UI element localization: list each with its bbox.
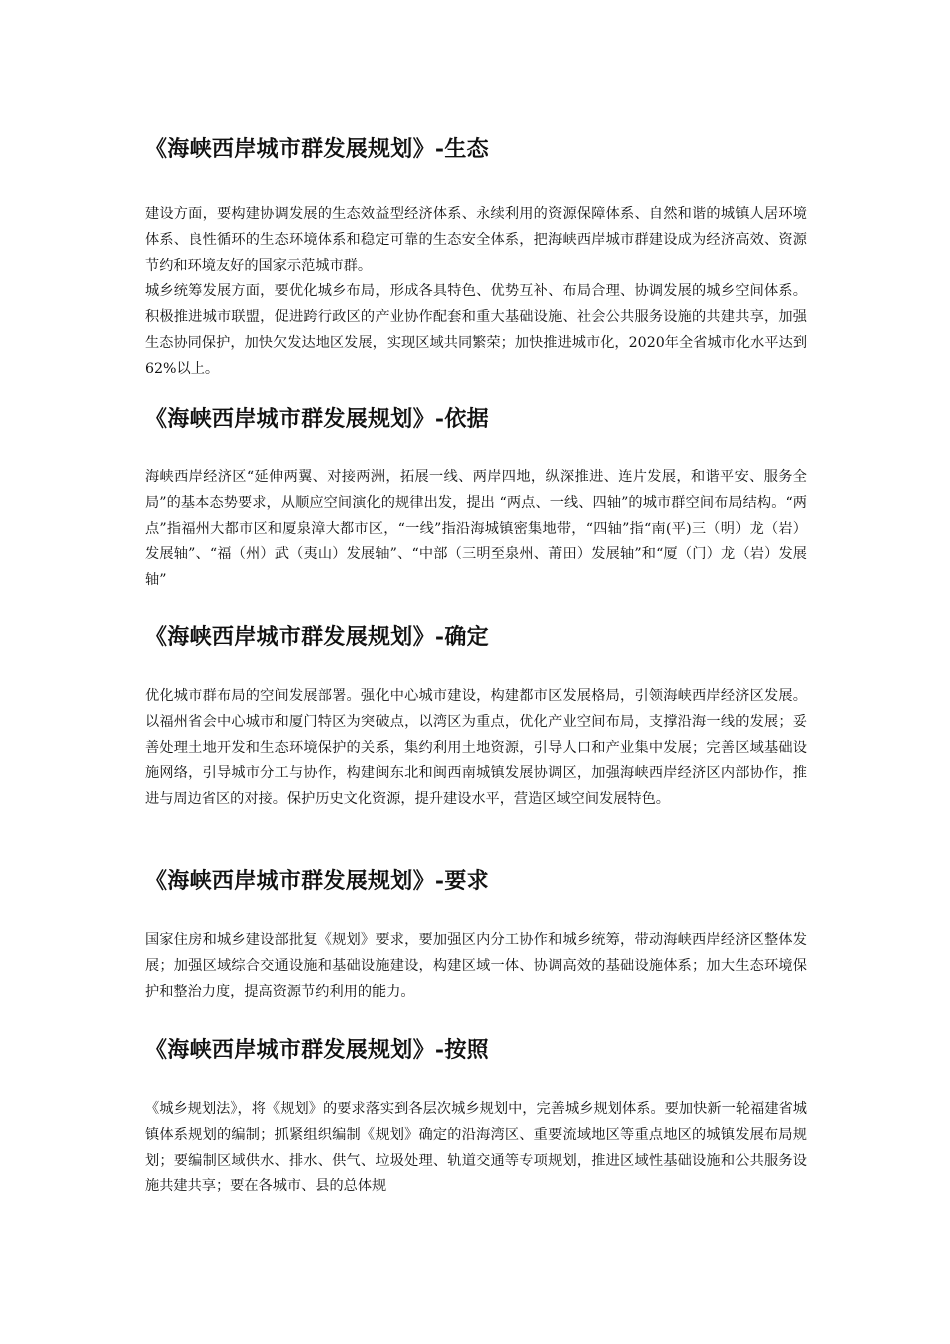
section-ecology xyxy=(145,134,807,383)
section-heading: 《海峡西岸城市群发展规划》-要求 xyxy=(145,868,489,894)
section-paragraph: 城乡统筹发展方面，要优化城乡布局，形成各具特色、优势互补、布局合理、协调发展的城乡空间体系。积极推进城市联盟，促进跨行政区的产业协作配套和重大基础设施、社会公共服务设施的共建共享，加强生态协同保护，加快欠发达地区发展，实现区域共同繁荣；加快推进城市化，2020年全省城市化水平达到62%以上。 xyxy=(145,283,808,377)
section-requirements xyxy=(145,866,807,1005)
section-determine xyxy=(145,622,807,813)
section-paragraph: 《城乡规划法》，将《规划》的要求落实到各层次城乡规划中，完善城乡规划体系。要加快新一轮福建省城镇体系规划的编制；抓紧组织编制《规划》确定的沿海湾区、重要流域地区等重点地区的城镇发展布局规划；要编制区域供水、排水、供气、垃圾处理、轨道交通等专项规划，推进区域性基础设施和公共服务设施共建共享；要在各城市、县的总体规 xyxy=(145,1101,807,1195)
section-heading: 《海峡西岸城市群发展规划》-依据 xyxy=(145,406,489,432)
section-basis xyxy=(145,404,807,594)
section-heading: 《海峡西岸城市群发展规划》-确定 xyxy=(145,624,489,650)
section-paragraph: 海峡西岸经济区“延伸两翼、对接两洲，拓展一线、两岸四地，纵深推进、连片发展，和谐平安、服务全局”的基本态势要求，从顺应空间演化的规律出发，提出 “两点、一线、四轴”的城市群空间布局结构。“两点”指福州大都市区和厦泉漳大都市区，“一线”指沿海城镇密集地带，“四轴”指“南(平)三（明）龙（岩）发展轴”、“福（州）武（夷山）发展轴”、“中部（三明至泉州、莆田）发展轴”和“厦（门）龙（岩）发展轴” xyxy=(145,469,807,589)
section-paragraph: 建设方面，要构建协调发展的生态效益型经济体系、永续利用的资源保障体系、自然和谐的城镇人居环境体系、良性循环的生态环境体系和稳定可靠的生态安全体系，把海峡西岸城市群建设成为经济高效、资源节约和环境友好的国家示范城市群。 xyxy=(145,206,807,274)
section-according xyxy=(145,1035,807,1200)
section-heading: 《海峡西岸城市群发展规划》-按照 xyxy=(145,1037,489,1063)
section-heading: 《海峡西岸城市群发展规划》-生态 xyxy=(145,136,489,162)
section-paragraph: 国家住房和城乡建设部批复《规划》要求，要加强区内分工协作和城乡统筹，带动海峡西岸经济区整体发展；加强区域综合交通设施和基础设施建设，构建区域一体、协调高效的基础设施体系；加大生态环境保护和整治力度，提高资源节约利用的能力。 xyxy=(145,932,807,1000)
section-paragraph: 优化城市群布局的空间发展部署。强化中心城市建设，构建都市区发展格局，引领海峡西岸经济区发展。以福州省会中心城市和厦门特区为突破点，以湾区为重点，优化产业空间布局，支撑沿海一线的发展；妥善处理土地开发和生态环境保护的关系，集约利用土地资源，引导人口和产业集中发展；完善区域基础设施网络，引导城市分工与协作，构建闽东北和闽西南城镇发展协调区，加强海峡西岸经济区内部协作，推进与周边省区的对接。保护历史文化资源，提升建设水平，营造区域空间发展特色。 xyxy=(145,688,807,808)
